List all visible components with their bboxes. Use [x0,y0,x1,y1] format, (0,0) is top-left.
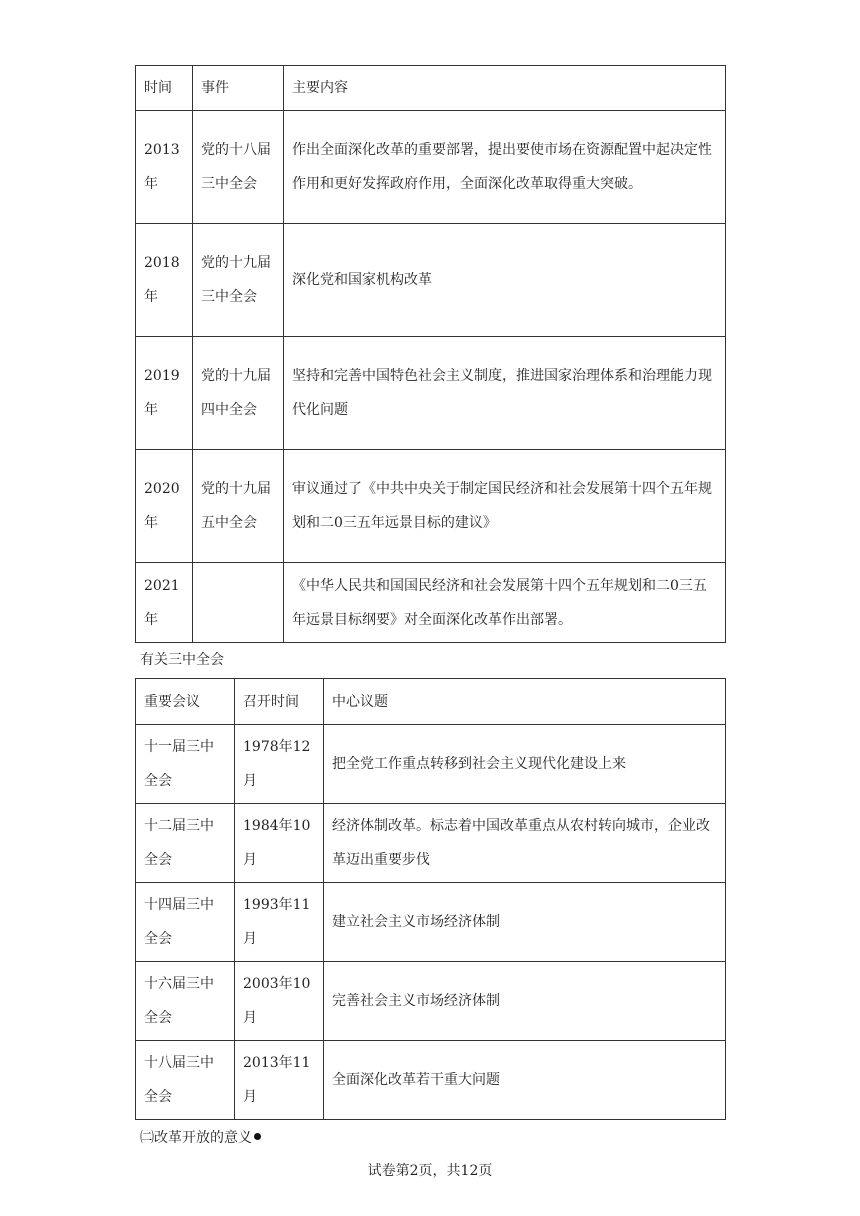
cell-meeting: 十四届三中全会 [136,883,235,962]
header-event: 事件 [193,66,284,111]
cell-meeting: 十六届三中全会 [136,962,235,1041]
cell-date: 1978年12月 [235,725,324,804]
table-row [136,804,726,883]
table-row [136,883,726,962]
cell-topic: 完善社会主义市场经济体制 [324,962,726,1041]
cell-event [193,563,284,643]
bullet-icon [254,1133,261,1140]
header-meeting: 重要会议 [136,679,235,725]
table-row [136,563,726,643]
cell-date: 2003年10月 [235,962,324,1041]
cell-content: 作出全面深化改革的重要部署，提出要使市场在资源配置中起决定性作用和更好发挥政府作用，全面深化改革取得重大突破。 [284,111,726,224]
cell-topic: 建立社会主义市场经济体制 [324,883,726,962]
table-row [136,725,726,804]
header-time: 时间 [136,66,193,111]
cell-time: 2013年 [136,111,193,224]
table-row [136,1041,726,1120]
cell-time: 2021年 [136,563,193,643]
cell-topic: 经济体制改革。标志着中国改革重点从农村转向城市，企业改革迈出重要步伐 [324,804,726,883]
section-heading-text: ㈡改革开放的意义 [140,1130,252,1146]
cell-meeting: 十八届三中全会 [136,1041,235,1120]
table-header-row [136,679,726,725]
page-footer: 试卷第2页，共12页 [367,1163,493,1179]
cell-content: 坚持和完善中国特色社会主义制度，推进国家治理体系和治理能力现代化问题 [284,337,726,450]
cell-event: 党的十九届三中全会 [193,224,284,337]
cell-date: 2013年11月 [235,1041,324,1120]
table-row [136,337,726,450]
table-row [136,224,726,337]
table-header-row [136,66,726,111]
cell-event: 党的十九届四中全会 [193,337,284,450]
cell-content: 审议通过了《中共中央关于制定国民经济和社会发展第十四个五年规划和二0三五年远景目标的建议》 [284,450,726,563]
cell-content: 《中华人民共和国国民经济和社会发展第十四个五年规划和二0三五年远景目标纲要》对全面深化改革作出部署。 [284,563,726,643]
cell-time: 2020年 [136,450,193,563]
header-topic: 中心议题 [324,679,726,725]
table-row [136,962,726,1041]
cell-event: 党的十九届五中全会 [193,450,284,563]
section-heading [140,1128,261,1148]
cell-time: 2019年 [136,337,193,450]
table-row [136,450,726,563]
cell-time: 2018年 [136,224,193,337]
cell-date: 1984年10月 [235,804,324,883]
cell-topic: 把全党工作重点转移到社会主义现代化建设上来 [324,725,726,804]
cell-meeting: 十一届三中全会 [136,725,235,804]
cell-meeting: 十二届三中全会 [136,804,235,883]
table-caption: 有关三中全会 [140,652,224,668]
cell-date: 1993年11月 [235,883,324,962]
reform-timeline-table [135,65,726,643]
header-content: 主要内容 [284,66,726,111]
cell-content: 深化党和国家机构改革 [284,224,726,337]
third-plenum-table [135,678,726,1120]
table-row [136,111,726,224]
cell-event: 党的十八届三中全会 [193,111,284,224]
header-date: 召开时间 [235,679,324,725]
cell-topic: 全面深化改革若干重大问题 [324,1041,726,1120]
